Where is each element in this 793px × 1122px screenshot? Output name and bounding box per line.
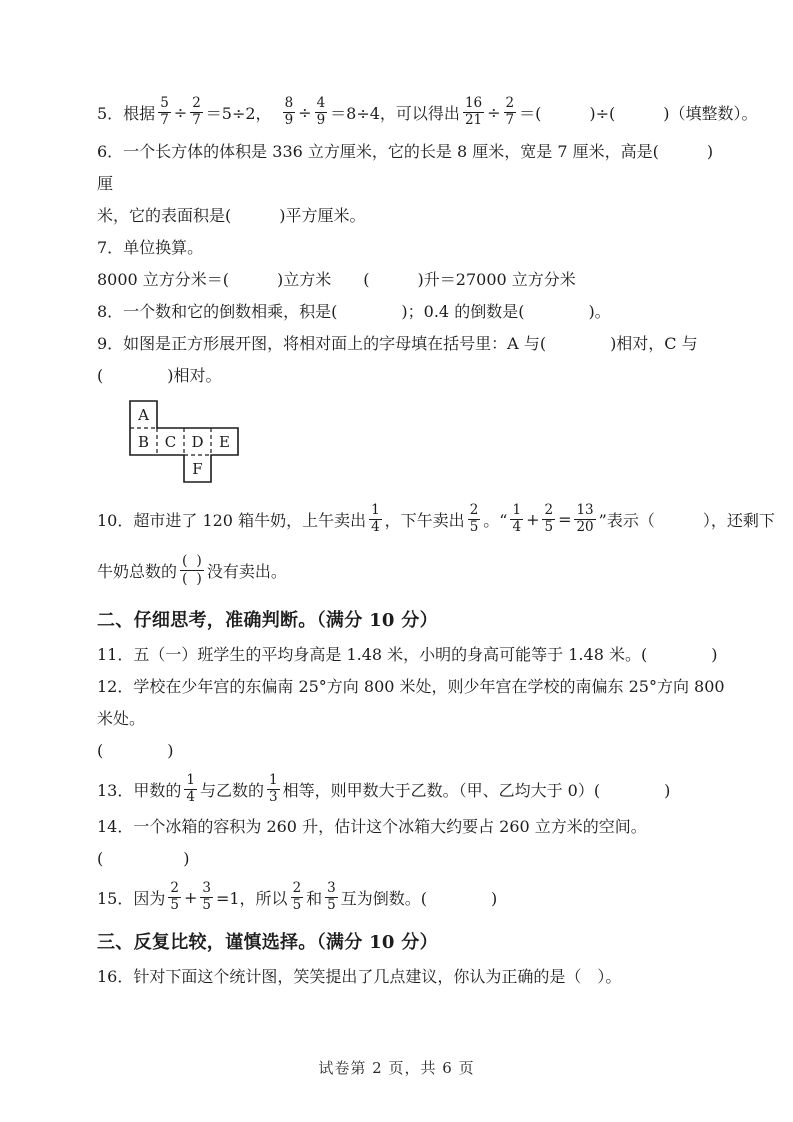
question-5-text-3: ＝8÷4，可以得出 [330,103,460,123]
plus-operator: + [183,887,198,907]
page-number-footer: 试卷第 2 页，共 6 页 [318,1059,475,1077]
fraction-numerator: 3 [327,879,336,896]
question-13 [97,767,725,811]
equals-operator: = [558,509,572,529]
blank-fraction [180,553,204,587]
question-10-text-1: 10．超市进了 120 箱牛奶，上午卖出 [97,510,367,530]
fraction-numerator: 2 [544,501,554,518]
question-12-line-2: ( ) [97,741,174,760]
question-5 [97,88,758,136]
question-10-line-1 [97,495,775,543]
fraction-2-5 [542,503,555,536]
fraction-numerator: 3 [202,879,211,896]
fraction-16-21 [463,96,484,129]
fraction-numerator: 16 [464,94,483,111]
question-7-conversions: 8000 立方分米＝( )立方米 ( )升＝27000 立方分米 [97,270,576,289]
question-7-title: 7．单位换算。 [97,238,204,257]
fraction-1-4 [510,503,523,536]
fraction-denominator: 9 [284,111,294,128]
question-16: 16．针对下面这个统计图，笑笑提出了几点建议，你认为正确的是（ ）。 [97,967,622,986]
fraction-denominator: ( ) [182,570,202,587]
question-9-line-2: ( )相对。 [97,366,222,385]
fraction-denominator: 5 [327,896,336,913]
divide-operator: ÷ [173,102,188,122]
fraction-denominator: 7 [160,111,169,128]
fraction-1-4 [369,503,382,536]
question-6-line-1: 6．一个长方体的体积是 336 立方厘米，它的长是 8 厘米，宽是 7 厘米，高是( )厘 [97,142,714,193]
divide-operator: ÷ [298,102,312,122]
question-6-line-2: 米，它的表面积是( )平方厘米。 [97,206,366,225]
question-15 [97,875,725,919]
net-face-d-label: D [191,433,204,451]
fraction-2-7 [190,96,203,129]
fraction-denominator: 9 [316,111,326,128]
fraction-numerator: 1 [512,501,522,518]
question-10-text-2: ，下午卖出 [384,510,465,530]
fraction-numerator: 1 [186,771,195,788]
question-5-text-2: ＝5÷2， [205,103,280,123]
fraction-13-20 [574,503,595,536]
question-11: 11．五（一）班学生的平均身高是 1.48 米，小明的身高可能等于 1.48 米。( ) [97,645,718,664]
section-2-heading: 二、仔细思考，准确判断。（满分 10 分） [97,610,438,631]
fraction-2-5 [291,881,304,914]
question-10-text-5: 牛奶总数的 [97,561,178,581]
fraction-denominator: 5 [292,896,302,913]
divide-operator: ÷ [487,102,501,122]
fraction-numerator: 1 [268,771,278,788]
question-15-text-1: 15．因为 [97,888,166,908]
fraction-2-5 [468,503,481,536]
net-face-a-label: A [138,406,149,424]
fraction-denominator: 5 [544,518,554,535]
question-15-text-4: 互为倒数。( ) [340,888,498,908]
question-13-text-3: 相等，则甲数大于乙数。（甲、乙均大于 0）( ) [282,780,671,800]
fraction-5-7 [158,96,171,129]
question-13-text-1: 13．甲数的 [97,780,182,800]
question-15-text-2: =1，所以 [215,888,288,908]
fraction-numerator: ( ) [182,552,202,569]
fraction-2-7 [504,96,517,129]
fraction-denominator: 3 [268,788,278,805]
fraction-numerator: 4 [316,94,326,111]
net-face-e-label: E [219,433,230,451]
fraction-4-9 [315,96,328,129]
fraction-numerator: 8 [284,94,294,111]
fraction-3-5 [200,881,213,914]
fraction-denominator: 5 [170,896,179,913]
net-face-b-label: B [137,433,150,451]
fraction-denominator: 21 [464,111,483,128]
fraction-denominator: 5 [202,896,211,913]
fraction-numerator: 2 [170,879,179,896]
fraction-denominator: 7 [505,111,515,128]
question-15-text-3: 和 [306,888,323,908]
fraction-numerator: 2 [505,94,515,111]
plus-operator: + [526,509,540,529]
net-face-f-label: F [192,460,203,478]
fraction-numerator: 2 [292,879,302,896]
question-13-text-2: 与乙数的 [199,780,264,800]
question-5-text-4: ＝( )÷( )（填整数）。 [519,103,758,123]
fraction-8-9 [283,96,296,129]
fraction-3-5 [325,881,338,914]
fraction-denominator: 5 [469,518,479,535]
fraction-numerator: 5 [160,94,169,111]
question-10-text-3: 。“ [483,510,508,530]
fraction-denominator: 4 [371,518,380,535]
question-5-text-1: 5．根据 [97,103,156,123]
fraction-1-4 [184,773,197,806]
question-8: 8．一个数和它的倒数相乘，积是( )；0.4 的倒数是( )。 [97,302,611,321]
fraction-1-3 [267,773,280,806]
fraction-numerator: 2 [192,94,201,111]
question-9-line-1: 9．如图是正方形展开图，将相对面上的字母填在括号里：A 与( )相对，C 与 [97,334,698,353]
fraction-numerator: 2 [469,501,479,518]
fraction-denominator: 4 [186,788,195,805]
fraction-2-5 [168,881,181,914]
fraction-numerator: 1 [371,501,380,518]
question-10-text-6: 没有卖出。 [206,561,287,581]
fraction-denominator: 20 [576,518,594,535]
section-3-heading: 三、反复比较，谨慎选择。（满分 10 分） [97,932,438,953]
fraction-denominator: 7 [192,111,201,128]
question-10-text-4: ”表示（ ），还剩下 [598,510,775,530]
question-12-line-1: 12．学校在少年宫的东偏南 25°方向 800 米处，则少年宫在学校的南偏东 25°方向 800 米处。 [97,677,730,728]
net-face-c-label: C [164,433,177,451]
fraction-denominator: 4 [512,518,522,535]
fraction-numerator: 13 [576,501,594,518]
question-10-line-2 [97,543,725,597]
cube-net-diagram [129,400,241,485]
question-14: 14．一个冰箱的容积为 260 升，估计这个冰箱大约要占 260 立方米的空间。( ) [97,817,647,868]
exam-content [97,88,775,993]
